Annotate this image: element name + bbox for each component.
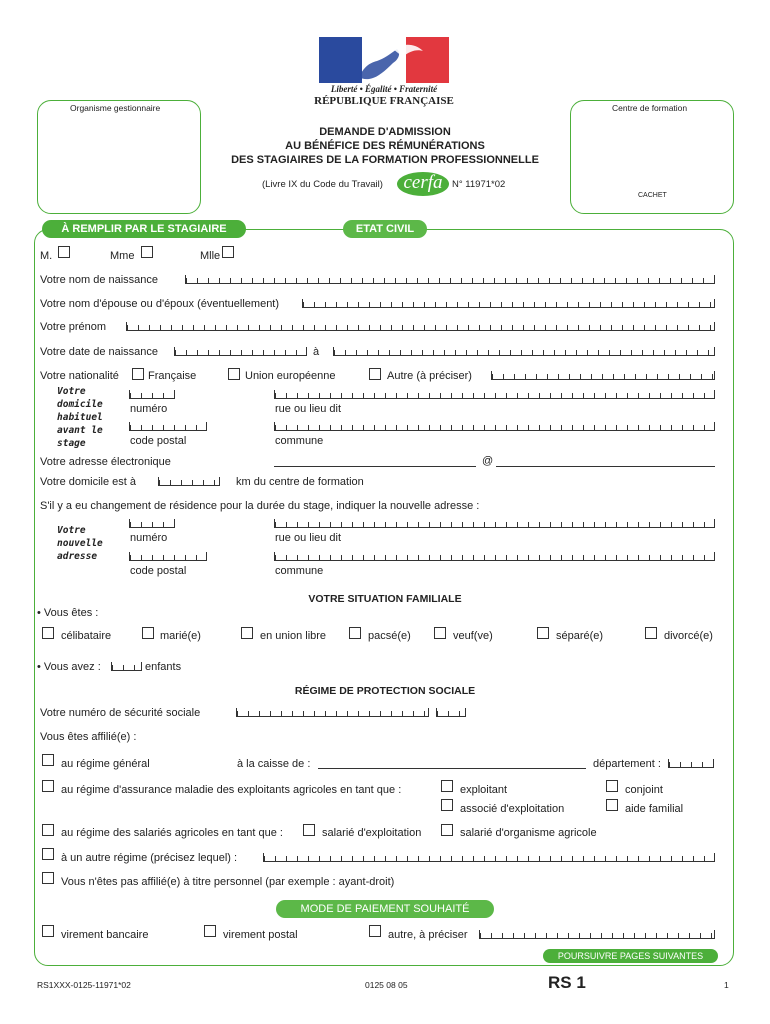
prenom-field[interactable] [126,322,715,331]
cerfa-number: N° 11971*02 [452,179,506,190]
domicile-numero-label: numéro [130,403,168,415]
nouvelle-rue-label: rue ou lieu dit [275,532,342,544]
general-label: au régime général [61,758,150,770]
marie-label: marié(e) [160,630,201,642]
m-label: M. [40,250,53,262]
date-naissance-label: Votre date de naissance [40,346,159,358]
email-domain-field[interactable] [496,466,715,467]
virement-bancaire-label: virement bancaire [61,929,149,941]
pacse-checkbox[interactable] [349,627,361,639]
nom-naissance-field[interactable] [185,275,715,284]
nouvelle-cp-label: code postal [130,565,187,577]
virement-bancaire-checkbox[interactable] [42,925,54,937]
associe-checkbox[interactable] [441,799,453,811]
affilie-label: Vous êtes affilié(e) : [40,731,137,743]
mme-checkbox[interactable] [141,246,153,258]
marie-checkbox[interactable] [142,627,154,639]
ue-label: Union européenne [245,370,336,382]
familiale-title: VOTRE SITUATION FAMILIALE [308,593,462,605]
prenom-label: Votre prénom [40,321,107,333]
autre-nationalite-checkbox[interactable] [369,368,381,380]
a-label: à [313,346,320,358]
domicile-cp-field[interactable] [129,422,207,431]
organisme-box[interactable] [37,100,201,214]
at-label: @ [482,455,494,467]
francaise-label: Française [148,370,197,382]
nouvelle-rue-field[interactable] [274,519,715,528]
domicile-rue-label: rue ou lieu dit [275,403,342,415]
virement-postal-label: virement postal [223,929,298,941]
cerfa-logo [397,172,449,196]
caisse-label: à la caisse de : [237,758,311,770]
changement-label: S'il y a eu changement de résidence pour la durée du stage, indiquer la nouvelle adresse : [40,500,480,512]
mme-label: Mme [110,250,135,262]
nouvelle-adresse-line: adresse [57,551,98,562]
motto: Liberté • Égalité • Fraternité [330,84,438,94]
autre-regime-label: à un autre régime (précisez lequel) : [61,852,238,864]
separe-label: séparé(e) [556,630,604,642]
organisme-label: Organisme gestionnaire [70,103,161,113]
departement-label: département : [593,758,661,770]
footer-code: RS 1 [548,973,586,992]
nouvelle-cp-field[interactable] [129,552,207,561]
footer-date: 0125 08 05 [365,980,408,990]
vous-avez-label: • Vous avez : [37,661,101,673]
domicile-avant-line: avant le [57,425,103,436]
salarie-exploitation-checkbox[interactable] [303,824,315,836]
cachet-label: CACHET [638,192,667,199]
tab-stagiaire: À REMPLIR PAR LE STAGIAIRE [42,220,246,238]
autre-nationalite-label: Autre (à préciser) [387,370,472,382]
nouvelle-numero-field[interactable] [129,519,175,528]
domicile-est-label: Votre domicile est à [40,476,136,488]
aide-checkbox[interactable] [606,799,618,811]
salarie-exploitation-label: salarié d'exploitation [322,827,422,839]
conjoint-label: conjoint [625,784,663,796]
domicile-rue-field[interactable] [274,390,715,399]
date-naissance-field[interactable] [174,347,307,356]
protection-title: RÉGIME DE PROTECTION SOCIALE [294,685,476,697]
maladie-checkbox[interactable] [42,780,54,792]
republic-label: RÉPUBLIQUE FRANÇAISE [314,95,454,107]
nom-epoux-label: Votre nom d'épouse ou d'époux (éventuellement) [40,298,280,310]
nouvelle-numero-label: numéro [130,532,168,544]
nouvelle-adresse-line: nouvelle [57,538,103,549]
maladie-label: au régime d'assurance maladie des exploitants agricoles en tant que : [61,784,402,796]
m-checkbox[interactable] [58,246,70,258]
autre-regime-checkbox[interactable] [42,848,54,860]
centre-label: Centre de formation [612,103,688,113]
enfants-label: enfants [145,661,182,673]
autre-paiement-checkbox[interactable] [369,925,381,937]
caisse-field[interactable] [318,768,586,769]
domicile-commune-label: commune [275,435,324,447]
footer-ref: RS1XXX-0125-11971*02 [37,980,131,990]
union-libre-label: en union libre [260,630,327,642]
nom-epoux-field[interactable] [302,299,715,308]
separe-checkbox[interactable] [537,627,549,639]
celibataire-label: célibataire [61,630,112,642]
nom-naissance-label: Votre nom de naissance [40,274,159,286]
enfants-field[interactable] [111,662,142,671]
domicile-commune-field[interactable] [274,422,715,431]
domicile-avant-label [57,385,103,450]
nouvelle-commune-field[interactable] [274,552,715,561]
union-libre-checkbox[interactable] [241,627,253,639]
mlle-checkbox[interactable] [222,246,234,258]
nouvelle-adresse-label [57,524,103,563]
virement-postal-checkbox[interactable] [204,925,216,937]
francaise-checkbox[interactable] [132,368,144,380]
conjoint-checkbox[interactable] [606,780,618,792]
lieu-naissance-field[interactable] [333,347,715,356]
veuf-checkbox[interactable] [434,627,446,639]
nationalite-label: Votre nationalité [40,370,119,382]
departement-field[interactable] [668,759,714,768]
secu-cle-field[interactable] [436,708,466,717]
aide-label: aide familial [625,803,684,815]
divorce-label: divorcé(e) [664,630,713,642]
title-line-2: AU BÉNÉFICE DES RÉMUNÉRATIONS [285,140,485,152]
mlle-label: Mlle [200,250,221,262]
ue-checkbox[interactable] [228,368,240,380]
footer-page: 1 [724,980,729,990]
domicile-avant-line: stage [57,438,86,449]
km-label: km du centre de formation [236,476,364,488]
domicile-numero-field[interactable] [129,390,175,399]
autre-paiement-label: autre, à préciser [388,929,468,941]
secu-field[interactable] [236,708,429,717]
domicile-avant-line: domicile [57,399,103,410]
pacse-label: pacsé(e) [368,630,411,642]
nouvelle-adresse-line: Votre [57,525,86,536]
livre-label: (Livre IX du Code du Travail) [262,179,383,190]
salaries-checkbox[interactable] [42,824,54,836]
pas-affilie-checkbox[interactable] [42,872,54,884]
salarie-organisme-checkbox[interactable] [441,824,453,836]
exploitant-checkbox[interactable] [441,780,453,792]
tab-etat-civil: ETAT CIVIL [343,220,427,238]
salaries-label: au régime des salariés agricoles en tant que : [61,827,283,839]
marianne-logo [319,37,449,83]
email-label: Votre adresse électronique [40,456,171,468]
associe-label: associé d'exploitation [460,803,565,815]
celibataire-checkbox[interactable] [42,627,54,639]
nouvelle-commune-label: commune [275,565,324,577]
general-checkbox[interactable] [42,754,54,766]
cerfa-text: cerfa [403,172,443,193]
paiement-title: MODE DE PAIEMENT SOUHAITÉ [276,900,494,918]
distance-field[interactable] [158,477,220,486]
autre-paiement-field[interactable] [479,930,715,939]
vous-etes-label: • Vous êtes : [37,607,99,619]
secu-label: Votre numéro de sécurité sociale [40,707,201,719]
salarie-organisme-label: salarié d'organisme agricole [460,827,597,839]
divorce-checkbox[interactable] [645,627,657,639]
autre-nationalite-field[interactable] [491,371,715,380]
exploitant-label: exploitant [460,784,508,796]
pas-affilie-label: Vous n'êtes pas affilié(e) à titre personnel (par exemple : ayant-droit) [61,876,395,888]
poursuivre-pill: POURSUIVRE PAGES SUIVANTES [543,949,718,963]
domicile-cp-label: code postal [130,435,187,447]
email-user-field[interactable] [274,466,476,467]
title-line-1: DEMANDE D'ADMISSION [319,126,451,138]
autre-regime-field[interactable] [263,853,715,862]
veuf-label: veuf(ve) [453,630,493,642]
domicile-avant-line: Votre [57,386,86,397]
title-line-3: DES STAGIAIRES DE LA FORMATION PROFESSIONNELLE [231,154,539,166]
domicile-avant-line: habituel [57,412,103,423]
